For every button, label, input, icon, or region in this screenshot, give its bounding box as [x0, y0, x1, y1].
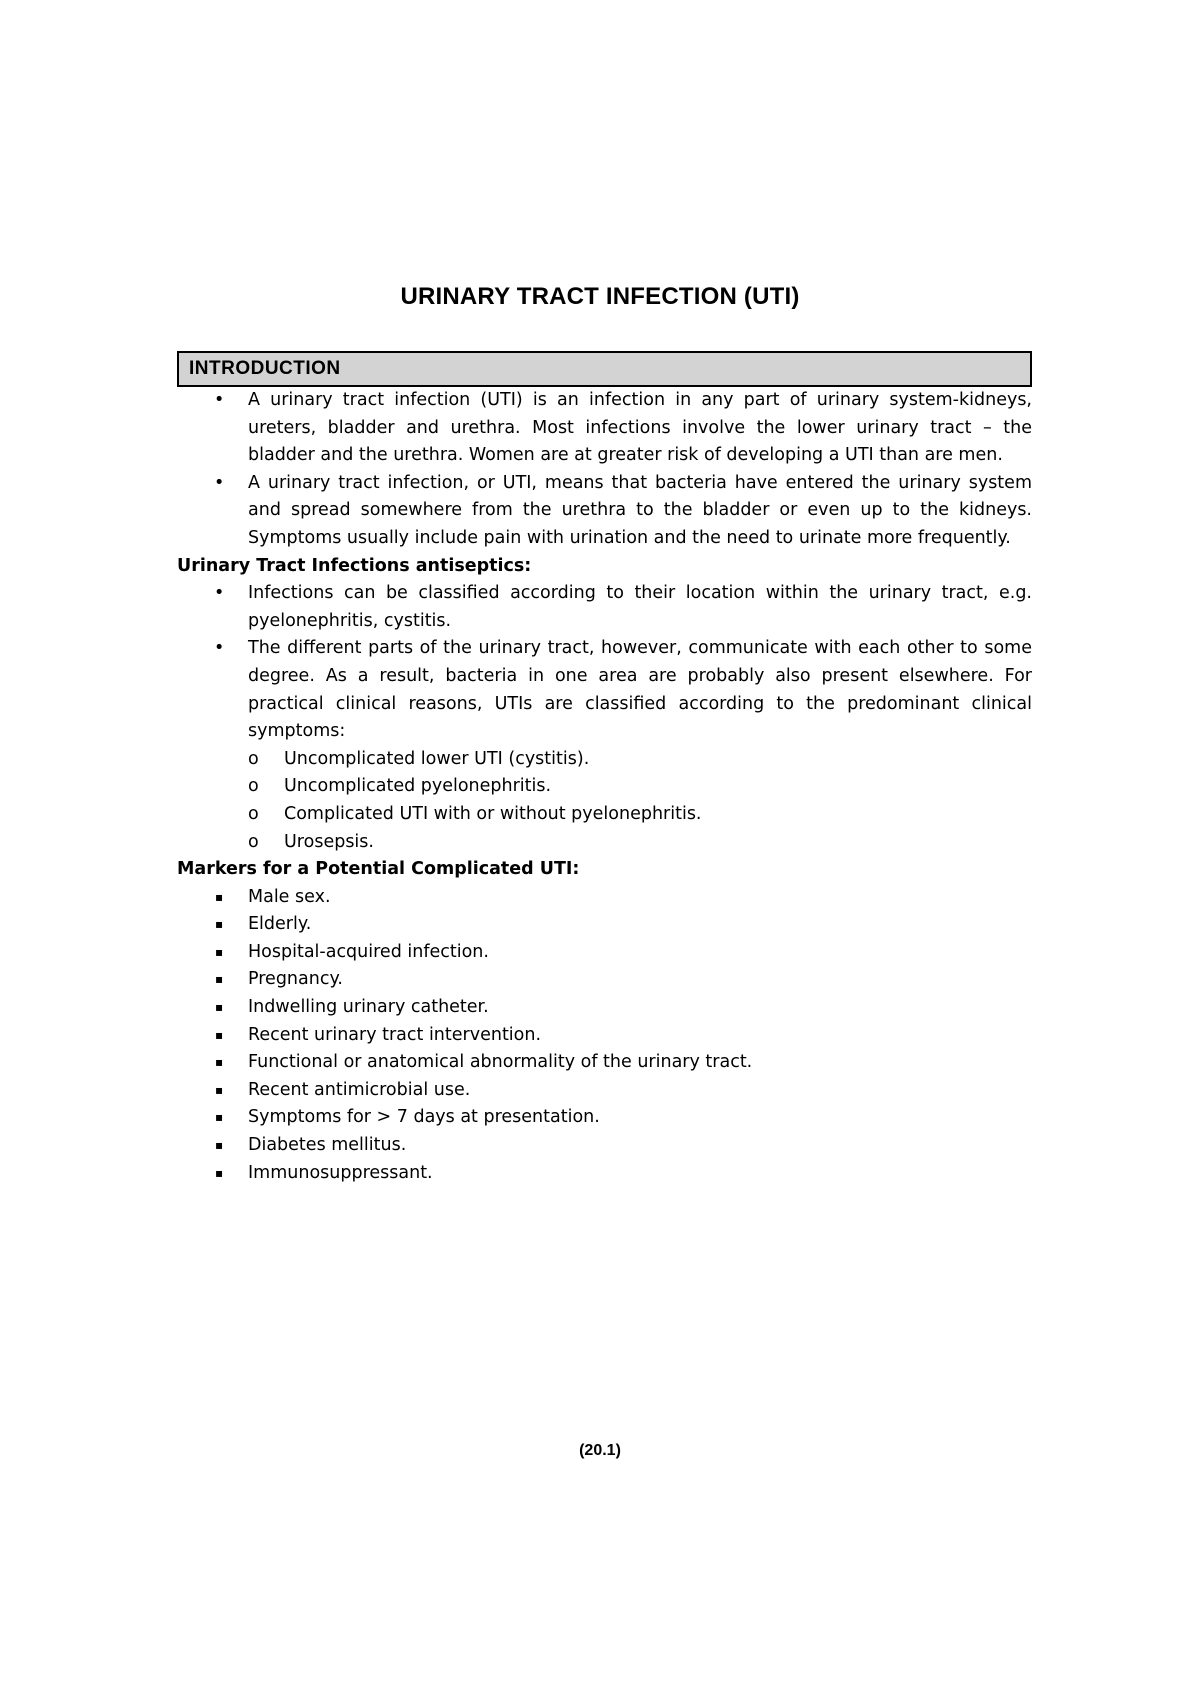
- list-item-text: Infections can be classified according to their location within the urinary tract, e.g. pyelonephritis, cystitis.: [248, 583, 1032, 631]
- sub-list-item-text: Uncomplicated lower UTI (cystitis).: [284, 748, 590, 769]
- square-bullet-icon: ▪: [215, 917, 224, 932]
- list-item: [177, 966, 1032, 994]
- list-item-text: Diabetes mellitus.: [248, 1135, 407, 1156]
- list-item: [177, 1132, 1032, 1160]
- list-item-text: Pregnancy.: [248, 969, 343, 990]
- square-bullet-icon: ▪: [215, 1000, 224, 1015]
- sub-list-item-text: Urosepsis.: [284, 831, 374, 852]
- circle-bullet-icon: o: [248, 776, 259, 797]
- list-item-text: Indwelling urinary catheter.: [248, 997, 489, 1018]
- classification-sub-list: [248, 746, 1032, 856]
- list-item: [177, 470, 1032, 553]
- circle-bullet-icon: o: [248, 831, 259, 852]
- list-item-text: Male sex.: [248, 886, 331, 907]
- document-body: [177, 351, 1032, 1187]
- sub-list-item: [248, 746, 1032, 774]
- list-item: [177, 580, 1032, 635]
- square-bullet-icon: ▪: [215, 1055, 224, 1070]
- square-bullet-icon: ▪: [215, 1138, 224, 1153]
- list-item-text: A urinary tract infection (UTI) is an infection in any part of urinary system-kidneys, ureters, bladder and urethra. Most infections involve the lower urinary tract – the bladder and the urethra. Women are at greater risk of developing a UTI than are men.: [248, 390, 1032, 466]
- square-bullet-icon: ▪: [215, 1110, 224, 1125]
- bullet-icon: •: [214, 472, 225, 493]
- markers-heading: Markers for a Potential Complicated UTI:: [177, 859, 580, 880]
- bullet-icon: •: [214, 390, 225, 410]
- list-item-text: Elderly.: [248, 914, 312, 935]
- sub-list-item-text: Complicated UTI with or without pyelonephritis.: [284, 803, 702, 824]
- page-title: URINARY TRACT INFECTION (UTI): [400, 283, 800, 310]
- square-bullet-icon: ▪: [215, 889, 224, 904]
- list-item: [177, 1022, 1032, 1050]
- markers-list: [177, 884, 1032, 1188]
- bullet-icon: •: [214, 638, 225, 659]
- list-item: [177, 1104, 1032, 1132]
- introduction-heading-box: INTRODUCTION: [177, 351, 1032, 387]
- page-number: (20.1): [579, 1442, 621, 1459]
- list-item: [177, 939, 1032, 967]
- list-item: [177, 635, 1032, 856]
- list-item-text: Immunosuppressant.: [248, 1162, 433, 1183]
- list-item-text: Recent urinary tract intervention.: [248, 1024, 542, 1045]
- list-item-text: A urinary tract infection, or UTI, means that bacteria have entered the urinary system and spread somewhere from the urethra to the bladder or even up to the kidneys. Symptoms usually include pain with urination and the need to urinate more frequently.: [248, 472, 1032, 548]
- introduction-list: [177, 387, 1032, 553]
- sub-list-item: [248, 773, 1032, 801]
- list-item: [177, 1049, 1032, 1077]
- list-item: [177, 911, 1032, 939]
- list-item: [177, 994, 1032, 1022]
- circle-bullet-icon: o: [248, 803, 259, 824]
- square-bullet-icon: ▪: [215, 972, 224, 987]
- list-item: [177, 1077, 1032, 1105]
- square-bullet-icon: ▪: [215, 944, 224, 959]
- list-item: [177, 387, 1032, 470]
- list-item-text: Functional or anatomical abnormality of the urinary tract.: [248, 1052, 753, 1073]
- sub-list-item: [248, 829, 1032, 857]
- square-bullet-icon: ▪: [215, 1027, 224, 1042]
- list-item: [177, 1160, 1032, 1188]
- antiseptics-heading: Urinary Tract Infections antiseptics:: [177, 555, 532, 576]
- square-bullet-icon: ▪: [215, 1082, 224, 1097]
- circle-bullet-icon: o: [248, 748, 259, 769]
- list-item: [177, 884, 1032, 912]
- sub-list-item-text: Uncomplicated pyelonephritis.: [284, 776, 552, 797]
- sub-list-item: [248, 801, 1032, 829]
- antiseptics-list: [177, 580, 1032, 856]
- list-item-text: Hospital-acquired infection.: [248, 941, 489, 962]
- list-item-text: Recent antimicrobial use.: [248, 1079, 471, 1100]
- list-item-text: Symptoms for > 7 days at presentation.: [248, 1107, 600, 1128]
- square-bullet-icon: ▪: [215, 1165, 224, 1180]
- bullet-icon: •: [214, 583, 225, 604]
- list-item-text: The different parts of the urinary tract, however, communicate with each other to some degree. As a result, bacteria in one area are probably also present elsewhere. For practical clinical reasons, UTIs are classified according to the predominant clinical symptoms:: [248, 638, 1032, 742]
